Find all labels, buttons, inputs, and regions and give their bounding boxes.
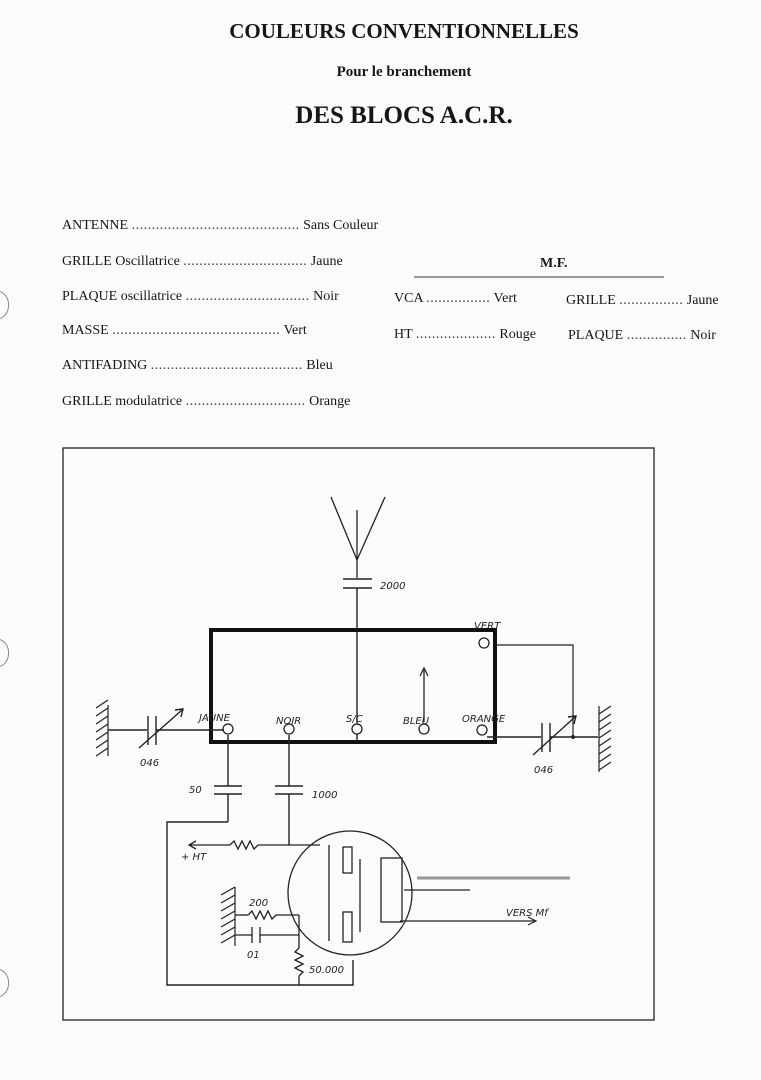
- terminal-vert: [479, 638, 489, 648]
- cathode-capacitor-icon: [235, 927, 299, 943]
- label-ht: + HT: [181, 852, 207, 863]
- label-terminal-vert: VERT: [474, 621, 501, 632]
- label-trimmer-left: 046: [140, 758, 160, 769]
- label-cap-plate: 1000: [312, 790, 338, 801]
- label-terminal-sc: S/C: [346, 714, 363, 725]
- wire-vert: [497, 645, 573, 737]
- dot-leader: ................: [426, 291, 491, 306]
- cathode-resistor-icon: [235, 911, 299, 936]
- dot-leader: ..........................................: [131, 218, 300, 233]
- assignment-color: Orange: [309, 394, 351, 409]
- label-resistor-grid: 50.000: [309, 965, 344, 976]
- dot-leader: ...............................: [183, 254, 308, 269]
- assignment-color: Jaune: [686, 293, 719, 308]
- page-subtitle: Pour le branchement: [336, 64, 472, 80]
- label-trimmer-right: 046: [534, 765, 554, 776]
- assignment-color: Bleu: [306, 358, 333, 373]
- antenna-icon: [331, 497, 385, 578]
- assignment-color: Jaune: [310, 254, 343, 269]
- label-terminal-jaune: JAUNE: [199, 713, 230, 724]
- assignment-color: Noir: [690, 328, 716, 343]
- dot-leader: ....................: [415, 327, 496, 342]
- page-title: COULEURS CONVENTIONNELLES: [229, 19, 579, 43]
- terminal-sc: [352, 724, 362, 734]
- label-output: VERS Mf: [506, 908, 548, 919]
- assignment-label: HT: [394, 327, 413, 342]
- junction-dot: [571, 735, 575, 739]
- terminal-orange: [477, 725, 487, 735]
- ht-resistor-icon: [189, 841, 320, 849]
- assignment-label: PLAQUE oscillatrice: [62, 289, 183, 304]
- plate-capacitor-icon: [275, 735, 303, 845]
- assignment-label: MASSE: [62, 323, 109, 338]
- dot-leader: ...............: [626, 328, 687, 343]
- label-resistor-cathode: 200: [249, 898, 269, 909]
- dot-leader: ......................................: [150, 358, 303, 373]
- label-terminal-orange: ORANGE: [462, 714, 506, 725]
- dot-leader: ..........................................: [112, 323, 281, 338]
- assignment-label: PLAQUE: [568, 328, 624, 343]
- arrow-up-icon: [420, 668, 428, 722]
- assignment-label: ANTENNE: [62, 218, 129, 233]
- grid-resistor-icon: [295, 936, 303, 985]
- label-cap-grid: 50: [189, 785, 202, 796]
- assignment-label: VCA: [394, 291, 423, 306]
- page-heading: DES BLOCS A.C.R.: [295, 102, 513, 129]
- ground-right-icon: [599, 706, 611, 772]
- dot-leader: ..............................: [185, 394, 306, 409]
- assignment-color: Vert: [283, 323, 307, 338]
- assignment-label: ANTIFADING: [62, 358, 148, 373]
- dot-leader: ................: [619, 293, 684, 308]
- assignment-label: GRILLE modulatrice: [62, 394, 183, 409]
- assignment-label: GRILLE Oscillatrice: [62, 254, 180, 269]
- label-cap-cathode: 01: [247, 950, 260, 961]
- assignment-color: Noir: [313, 289, 339, 304]
- vacuum-tube-icon: [288, 831, 412, 955]
- label-terminal-bleu: BLEU: [403, 716, 430, 727]
- assignment-label: GRILLE: [566, 293, 616, 308]
- label-terminal-noir: NOIR: [276, 716, 302, 727]
- label-cap-antenna: 2000: [380, 581, 406, 592]
- terminal-jaune: [223, 724, 233, 734]
- assignment-color: Vert: [493, 291, 517, 306]
- assignment-color: Rouge: [499, 327, 536, 342]
- mf-heading: M.F.: [540, 256, 568, 271]
- dot-leader: ...............................: [185, 289, 310, 304]
- cathode-ground-icon: [221, 887, 235, 946]
- ground-left-icon: [96, 700, 108, 756]
- assignment-color: Sans Couleur: [303, 218, 379, 233]
